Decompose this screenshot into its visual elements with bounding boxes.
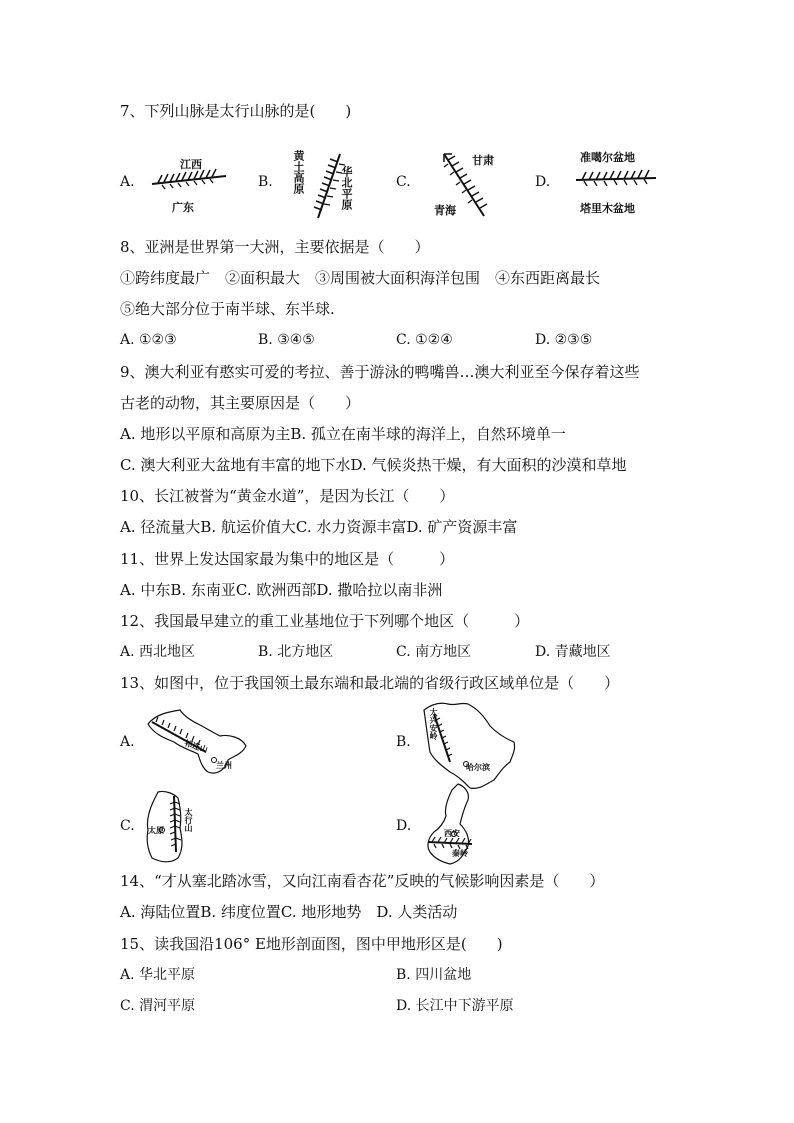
- q10-stem: 10、长江被誉为“黄金水道”，是因为长江（ ）: [120, 487, 455, 505]
- q13-stem: 13、如图中，位于我国领土最东端和最北端的省级行政区域单位是（ ）: [120, 674, 620, 692]
- shaanxi-map-icon: [420, 782, 480, 866]
- q13-c-label-taiyuan: 太原: [148, 826, 164, 835]
- q7-option-b-label: B.: [258, 174, 273, 190]
- q15-stem: 15、读我国沿106° E地形剖面图，图中甲地形区是( ): [120, 935, 503, 953]
- q13-a-label-qilian: 祁连山: [183, 738, 209, 755]
- q7-d-label-tarim: 塔里木盆地: [580, 202, 635, 215]
- mountain-range-icon: [150, 170, 230, 190]
- q13-b-label-daxinganling: 大兴安岭: [429, 708, 438, 740]
- q12-stem: 12、我国最早建立的重工业基地位于下列哪个地区（ ）: [120, 612, 530, 630]
- q7-c-label-qinghai: 青海: [434, 204, 456, 217]
- q10-options: A. 径流量大B. 航运价值大C. 水力资源丰富D. 矿产资源丰富: [120, 518, 518, 536]
- q8-items-line-1: ①跨纬度最广 ②面积最大 ③周围被大面积海洋包围 ④东西距离最长: [120, 269, 601, 287]
- q9-options-line-1: A. 地形以平原和高原为主B. 孤立在南半球的海洋上，自然环境单一: [120, 425, 566, 443]
- q9-options-line-2: C. 澳大利亚大盆地有丰富的地下水D. 气候炎热干燥，有大面积的沙漠和草地: [120, 456, 627, 474]
- q7-option-d-label: D.: [535, 174, 551, 190]
- q13-d-label-xian: 西安: [444, 829, 460, 838]
- q8-option-a: A. ①②③: [120, 332, 177, 348]
- q8-items-line-2: ⑤绝大部分位于南半球、东半球.: [120, 300, 335, 318]
- q11-stem: 11、世界上发达国家最为集中的地区是（ ）: [120, 550, 455, 568]
- q7-d-label-junggar: 准噶尔盆地: [580, 151, 635, 164]
- q15-option-b: B. 四川盆地: [396, 967, 472, 983]
- q13-a-label-lanzhou: 兰州: [216, 761, 232, 770]
- q11-options: A. 中东B. 东南亚C. 欧洲西部D. 撒哈拉以南非洲: [120, 581, 443, 599]
- mountain-range-icon: [574, 168, 658, 190]
- q12-option-b: B. 北方地区: [258, 644, 334, 660]
- q12-option-d: D. 青藏地区: [535, 644, 611, 660]
- q8-option-b: B. ③④⑤: [258, 332, 315, 348]
- q7-option-a-label: A.: [120, 174, 135, 190]
- q15-option-a: A. 华北平原: [120, 967, 196, 983]
- q13-option-d-label: D.: [396, 818, 412, 834]
- q7-a-label-guangdong: 广东: [172, 201, 194, 214]
- q7-b-label-north-china-plain: 华北平原: [340, 166, 353, 210]
- q7-b-label-loess-plateau: 黄土高原: [292, 150, 305, 194]
- q9-stem-line-1: 9、澳大利亚有憨实可爱的考拉、善于游泳的鸭嘴兽…澳大利亚至今保存着这些: [120, 363, 640, 381]
- q7-c-label-gansu: 甘肃: [472, 154, 494, 167]
- q12-option-c: C. 南方地区: [396, 644, 472, 660]
- q13-d-label-qinling: 秦岭: [452, 849, 468, 858]
- q12-option-a: A. 西北地区: [120, 644, 196, 660]
- q9-stem-line-2: 古老的动物，其主要原因是（ ）: [120, 394, 361, 412]
- q8-stem: 8、亚洲是世界第一大洲，主要依据是（ ）: [120, 238, 430, 256]
- q14-stem: 14、“才从塞北踏冰雪，又向江南看杏花”反映的气候影响因素是（ ）: [120, 872, 605, 890]
- q13-option-c-label: C.: [120, 818, 135, 834]
- q14-options: A. 海陆位置B. 纬度位置C. 地形地势 D. 人类活动: [120, 903, 458, 921]
- q15-option-d: D. 长江中下游平原: [396, 998, 514, 1014]
- q8-option-d: D. ②③⑤: [535, 332, 593, 348]
- q7-option-c-label: C.: [396, 174, 411, 190]
- q15-option-c: C. 渭河平原: [120, 998, 196, 1014]
- q13-option-b-label: B.: [396, 734, 411, 750]
- q13-option-a-label: A.: [120, 734, 135, 750]
- q13-b-label-harbin: 哈尔滨: [466, 763, 490, 772]
- q8-option-c: C. ①②④: [396, 332, 453, 348]
- q13-c-label-taihang: 太行山: [184, 808, 193, 832]
- q7-a-label-jiangxi: 江西: [180, 158, 202, 171]
- q7-stem: 7、下列山脉是太行山脉的是( ): [120, 102, 352, 120]
